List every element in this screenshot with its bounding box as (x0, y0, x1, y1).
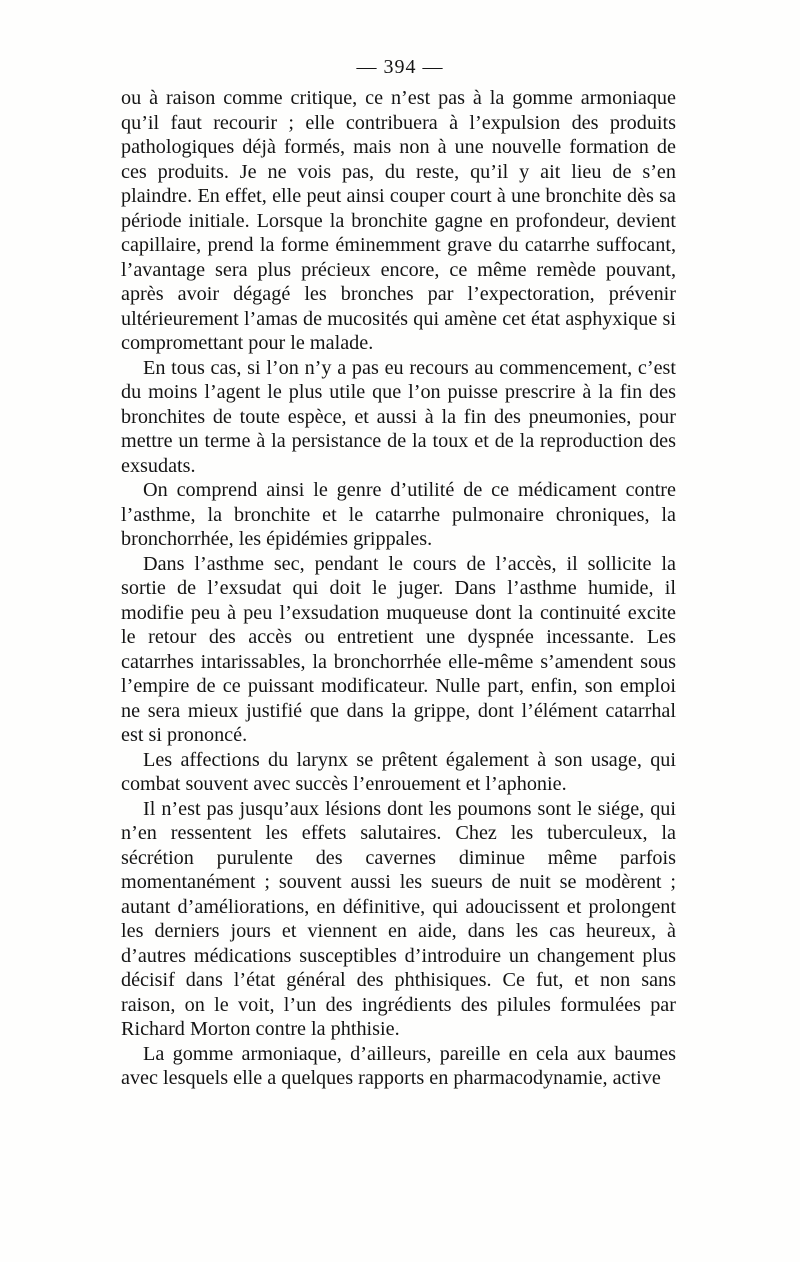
paragraph-4: Dans l’asthme sec, pendant le cours de l’accès, il sollicite la sortie de l’exsudat qui doit le juger. Dans l’asthme humide, il modifie peu à peu l’exsudation muqueuse dont la continuité excite le retour des accès ou entretient une dyspnée incessante. Les catarrhes intarissables, la bronchorrhée elle-même s’amendent sous l’empire de ce puissant modificateur. Nulle part, enfin, son emploi ne sera mieux justifié que dans la grippe, dont l’élément catarrhal est si prononcé. (121, 552, 676, 746)
paragraph-6: Il n’est pas jusqu’aux lésions dont les poumons sont le siége, qui n’en ressentent les effets salutaires. Chez les tuberculeux, la sécrétion purulente des cavernes diminue même parfois momentanément ; souvent aussi les sueurs de nuit se modèrent ; autant d’améliorations, en définitive, qui adoucissent et prolongent les derniers jours et viennent en aide, dans les cas heureux, à d’autres médications susceptibles d’introduire un changement plus décisif dans l’état général des phthisiques. Ce fut, et non sans raison, on le voit, l’un des ingrédients des pilules formulées par Richard Morton contre la phthisie. (121, 797, 676, 1040)
paragraph-5: Les affections du larynx se prêtent également à son usage, qui combat souvent avec succès l’enrouement et l’aphonie. (121, 748, 676, 795)
paragraph-2: En tous cas, si l’on n’y a pas eu recours au commencement, c’est du moins l’agent le plus utile que l’on puisse prescrire à la fin des bronchites de toute espèce, et aussi à la fin des pneumonies, pour mettre un terme à la persistance de la toux et de la reproduction des exsudats. (121, 356, 676, 477)
paragraph-7: La gomme armoniaque, d’ailleurs, pareille en cela aux baumes avec lesquels elle a quelques rapports en pharmacodynamie, active (121, 1042, 676, 1089)
page-number: — 394 — (356, 56, 444, 78)
paragraph-3: On comprend ainsi le genre d’utilité de ce médicament contre l’asthme, la bronchite et le catarrhe pulmonaire chroniques, la bronchorrhée, les épidémies grippales. (121, 479, 676, 550)
paragraph-1: ou à raison comme critique, ce n’est pas à la gomme armoniaque qu’il faut recourir ; elle contribuera à l’expulsion des produits pathologiques déjà formés, mais non à une nouvelle formation de ces produits. Je ne vois pas, du reste, qu’il y ait lieu de s’en plaindre. En effet, elle peut ainsi couper court à une bronchite dès sa période initiale. Lorsque la bronchite gagne en profondeur, devient capillaire, prend la forme éminemment grave du catarrhe suffocant, l’avantage sera plus précieux encore, ce même remède pouvant, après avoir dégagé les bronches par l’expectoration, prévenir ultérieurement l’amas de mucosités qui amène cet état asphyxique si compromettant pour le malade. (121, 87, 676, 354)
body-text (121, 86, 676, 1091)
